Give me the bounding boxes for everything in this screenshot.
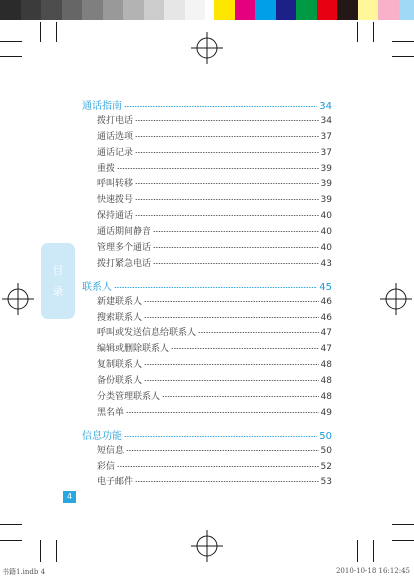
color-calibration-bar — [0, 0, 414, 20]
crop-mark — [373, 22, 374, 42]
footer-file-slug: 书籍1.indb 4 — [2, 568, 46, 576]
crop-mark — [40, 22, 41, 42]
crop-mark — [0, 524, 22, 525]
toc-entry-page: 39 — [320, 163, 332, 174]
toc-entry[interactable] — [82, 389, 332, 405]
grayscale-swatches — [0, 0, 205, 20]
toc-entry[interactable] — [82, 161, 332, 177]
dot-leader — [144, 380, 319, 381]
color-swatch — [358, 0, 379, 20]
toc-entry-label: 通话记录 — [97, 147, 134, 158]
toc-entry-page: 48 — [320, 376, 332, 387]
registration-mark-top-icon — [191, 32, 223, 64]
crop-mark — [392, 524, 414, 525]
color-swatch — [62, 0, 83, 20]
color-swatch — [0, 0, 21, 20]
toc-entry[interactable] — [82, 256, 332, 272]
toc-entry[interactable] — [82, 341, 332, 357]
dot-leader — [114, 287, 317, 288]
toc-entry-label: 黑名单 — [97, 407, 125, 418]
color-swatch — [185, 0, 206, 20]
toc-entry-label: 备份联系人 — [97, 376, 143, 387]
toc-section-heading-label: 信息功能 — [82, 430, 122, 442]
toc-entry[interactable] — [82, 176, 332, 192]
color-swatch — [378, 0, 399, 20]
dot-leader — [135, 481, 319, 482]
toc-entry-label: 电子邮件 — [97, 477, 134, 488]
dot-leader — [135, 199, 319, 200]
side-tab-char-2: 录 — [52, 285, 64, 298]
dot-leader — [198, 332, 319, 333]
toc-entry-page: 40 — [320, 243, 332, 254]
color-swatch — [144, 0, 165, 20]
toc-entry-page: 50 — [320, 445, 332, 456]
registration-mark-right-icon — [380, 283, 412, 315]
crop-mark — [56, 540, 57, 562]
crop-mark — [392, 56, 414, 57]
registration-mark-bottom-icon — [191, 530, 223, 562]
toc-entry-page: 37 — [320, 147, 332, 158]
crop-mark — [56, 22, 57, 42]
crop-mark — [40, 540, 41, 562]
toc-entry-label: 彩信 — [97, 461, 116, 472]
dot-leader — [144, 301, 319, 302]
crop-mark — [392, 540, 414, 541]
color-swatch — [82, 0, 103, 20]
dot-leader — [135, 215, 319, 216]
toc-entry-label: 通话选项 — [97, 131, 134, 142]
toc-section-heading-label: 联系人 — [82, 281, 112, 293]
color-swatch — [214, 0, 235, 20]
toc-section-heading-page: 45 — [319, 281, 332, 293]
toc-entry-label: 拨打电话 — [97, 115, 134, 126]
toc-section-heading-page: 34 — [319, 101, 332, 112]
crop-mark — [373, 540, 374, 562]
crop-mark — [0, 56, 22, 57]
toc-entry-label: 保持通话 — [97, 211, 134, 222]
color-swatch — [276, 0, 297, 20]
toc-entry-label: 编辑或删除联系人 — [97, 344, 170, 355]
color-swatch — [235, 0, 256, 20]
toc-entry-page: 47 — [320, 328, 332, 339]
toc-section-heading-page: 50 — [319, 430, 332, 442]
color-swatch — [123, 0, 144, 20]
crop-mark — [392, 41, 414, 42]
toc-entry-label: 拨打紧急电话 — [97, 258, 152, 269]
toc-entry-page: 43 — [320, 258, 332, 269]
footer-timestamp: 2010-10-18 16:12:45 — [335, 567, 410, 575]
toc-entry-label: 搜索联系人 — [97, 312, 143, 323]
dot-leader — [135, 152, 319, 153]
color-swatch — [317, 0, 338, 20]
color-swatch — [337, 0, 358, 20]
dot-leader — [124, 436, 317, 437]
dot-leader — [144, 364, 319, 365]
toc-entry[interactable] — [82, 113, 332, 129]
toc-section-heading[interactable] — [82, 97, 332, 113]
dot-leader — [153, 231, 319, 232]
toc-entry[interactable] — [82, 459, 332, 475]
registration-mark-left-icon — [2, 283, 34, 315]
dot-leader — [135, 183, 319, 184]
toc-entry[interactable] — [82, 357, 332, 373]
toc-entry-page: 48 — [320, 360, 332, 371]
toc-entry-page: 34 — [320, 115, 332, 126]
toc-entry[interactable] — [82, 129, 332, 145]
toc-section-heading-label: 通话指南 — [82, 101, 122, 112]
toc-entry[interactable] — [82, 474, 332, 490]
toc-entry-label: 呼叫或发送信息给联系人 — [97, 328, 197, 339]
color-swatch — [399, 0, 414, 20]
toc-entry[interactable] — [82, 224, 332, 240]
toc-entry-page: 40 — [320, 211, 332, 222]
toc-entry-page: 46 — [320, 312, 332, 323]
color-swatches — [214, 0, 414, 20]
dot-leader — [153, 263, 319, 264]
toc-entry-page: 53 — [320, 477, 332, 488]
toc-entry[interactable] — [82, 443, 332, 459]
toc-entry-page: 49 — [320, 407, 332, 418]
toc-entry[interactable] — [82, 310, 332, 326]
dot-leader — [117, 466, 319, 467]
toc-entry[interactable] — [82, 145, 332, 161]
toc-entry-label: 快速拨号 — [97, 195, 134, 206]
toc-entry[interactable] — [82, 208, 332, 224]
dot-leader — [126, 412, 319, 413]
toc-side-tab — [41, 243, 75, 319]
color-swatch — [41, 0, 62, 20]
toc-entry-page: 40 — [320, 227, 332, 238]
toc-entry-label: 复制联系人 — [97, 360, 143, 371]
toc-entry-label: 重拨 — [97, 163, 116, 174]
toc-entry-page: 37 — [320, 131, 332, 142]
toc-entry-page: 39 — [320, 195, 332, 206]
color-swatch — [255, 0, 276, 20]
crop-mark — [357, 22, 358, 42]
toc-entry[interactable] — [82, 192, 332, 208]
dot-leader — [144, 317, 319, 318]
toc-entry[interactable] — [82, 373, 332, 389]
page-number-badge: 4 — [63, 491, 76, 503]
color-swatch — [21, 0, 42, 20]
dot-leader — [124, 106, 317, 107]
dot-leader — [171, 348, 319, 349]
dot-leader — [135, 136, 319, 137]
dot-leader — [135, 120, 319, 121]
toc-entry-label: 呼叫转移 — [97, 179, 134, 190]
crop-mark — [357, 540, 358, 562]
toc-entry[interactable] — [82, 405, 332, 421]
dot-leader — [153, 247, 319, 248]
color-swatch — [164, 0, 185, 20]
toc-entry-label: 短信息 — [97, 445, 125, 456]
toc-entry-label: 新建联系人 — [97, 296, 143, 307]
table-of-contents — [82, 96, 332, 490]
side-tab-char-1: 目 — [52, 264, 64, 277]
toc-section-heading[interactable] — [82, 427, 332, 443]
crop-mark — [0, 41, 22, 42]
dot-leader — [117, 168, 319, 169]
toc-entry-page: 52 — [320, 461, 332, 472]
color-swatch — [103, 0, 124, 20]
toc-entry-page: 46 — [320, 296, 332, 307]
toc-section-heading[interactable] — [82, 278, 332, 294]
crop-mark — [0, 540, 22, 541]
toc-entry-label: 分类管理联系人 — [97, 392, 161, 403]
toc-entry-label: 通话期间静音 — [97, 227, 152, 238]
dot-leader — [162, 396, 319, 397]
color-swatch — [296, 0, 317, 20]
toc-entry[interactable] — [82, 240, 332, 256]
toc-entry-page: 39 — [320, 179, 332, 190]
toc-entry-page: 48 — [320, 392, 332, 403]
toc-entry-page: 47 — [320, 344, 332, 355]
dot-leader — [126, 450, 319, 451]
toc-entry[interactable] — [82, 294, 332, 310]
toc-entry-label: 管理多个通话 — [97, 243, 152, 254]
toc-entry[interactable] — [82, 325, 332, 341]
